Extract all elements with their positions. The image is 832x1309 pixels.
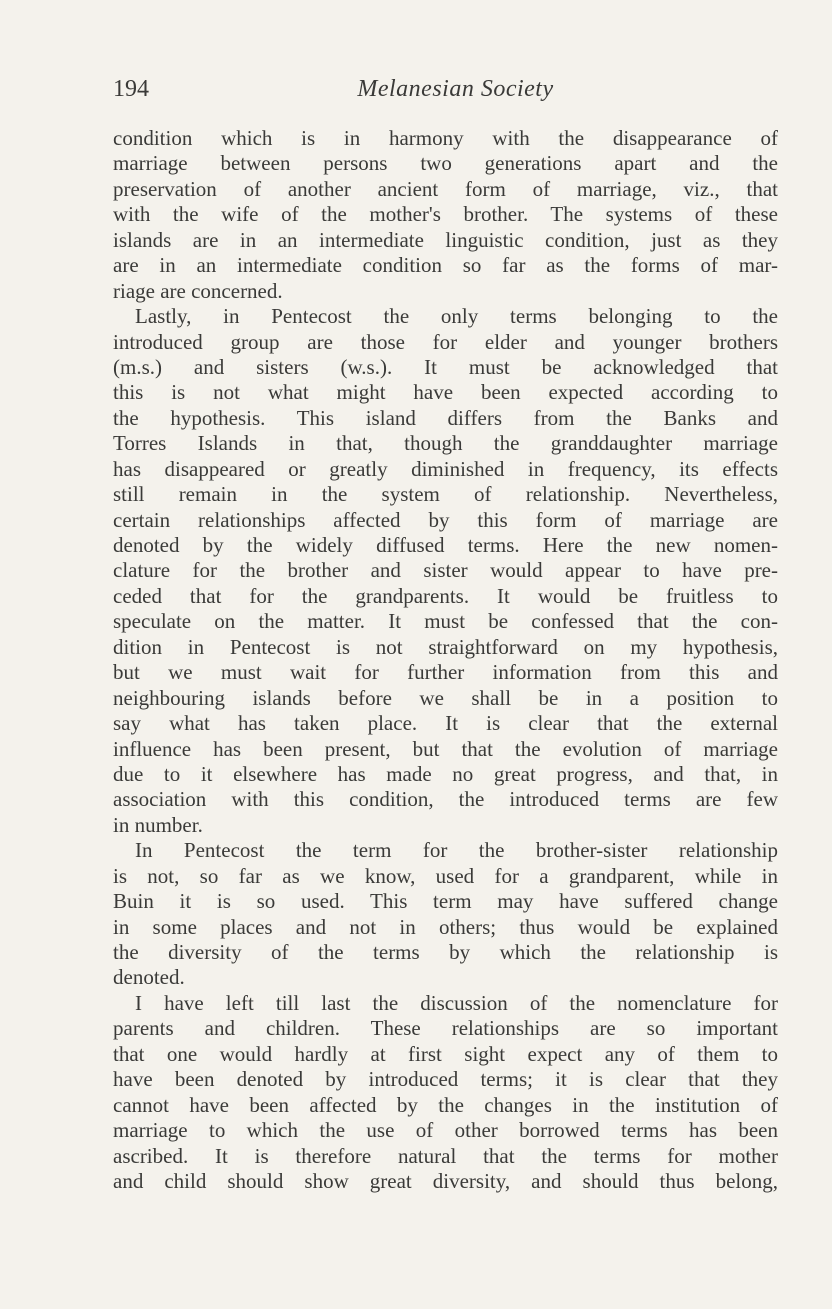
text-line: riage are concerned.: [113, 278, 283, 303]
text-line: I have left till last the discussion of the nomenclature for: [135, 990, 778, 1015]
text-line: speculate on the matter. It must be confessed that the con-: [113, 609, 778, 634]
text-line: parents and children. These relationships are so important: [113, 1016, 778, 1041]
page-header: [113, 76, 778, 110]
text-line: clature for the brother and sister would appear to have pre-: [113, 558, 778, 583]
text-line: due to it elsewhere has made no great progress, and that, in: [113, 761, 778, 786]
text-line: the hypothesis. This island differs from the Banks and: [113, 405, 778, 430]
text-line: cannot have been affected by the changes in the institution of: [113, 1092, 778, 1117]
text-line: with the wife of the mother's brother. The systems of these: [113, 202, 778, 227]
text-line: condition which is in harmony with the disappearance of: [113, 126, 778, 150]
text-line: certain relationships affected by this form of marriage are: [113, 507, 778, 532]
text-line: in number.: [113, 812, 203, 837]
paragraph: [113, 991, 778, 1195]
text-line: have been denoted by introduced terms; it is clear that they: [113, 1067, 778, 1092]
text-line: but we must wait for further information from this and: [113, 660, 778, 685]
text-line: marriage between persons two generations apart and the: [113, 151, 778, 176]
text-line: In Pentecost the term for the brother-sister relationship: [135, 838, 778, 863]
page-number: 194: [113, 76, 149, 102]
running-title: Melanesian Society: [357, 76, 554, 102]
text-line: association with this condition, the introduced terms are few: [113, 787, 778, 812]
text-line: influence has been present, but that the evolution of marriage: [113, 736, 778, 761]
text-line: (m.s.) and sisters (w.s.). It must be acknowledged that: [113, 354, 778, 379]
text-line: the diversity of the terms by which the relationship is: [113, 940, 778, 964]
text-line: dition in Pentecost is not straightforward on my hypothesis,: [113, 634, 778, 659]
paragraph: [113, 126, 778, 304]
text-line: denoted by the widely diffused terms. Here the new nomen-: [113, 533, 778, 557]
text-line: preservation of another ancient form of marriage, viz., that: [113, 176, 778, 201]
text-line: that one would hardly at first sight expect any of them to: [113, 1041, 778, 1066]
text-line: marriage to which the use of other borrowed terms has been: [113, 1118, 778, 1143]
text-line: Torres Islands in that, though the granddaughter marriage: [113, 431, 778, 456]
text-line: in some places and not in others; thus would be explained: [113, 914, 778, 939]
text-line: still remain in the system of relationship. Nevertheless,: [113, 482, 778, 507]
text-line: islands are in an intermediate linguistic condition, just as they: [113, 227, 778, 252]
text-line: ceded that for the grandparents. It would be fruitless to: [113, 583, 778, 608]
text-line: has disappeared or greatly diminished in frequency, its effects: [113, 456, 778, 481]
paragraph: [113, 838, 778, 991]
page-body: [113, 126, 778, 1194]
text-line: denoted.: [113, 965, 185, 990]
text-line: Lastly, in Pentecost the only terms belonging to the: [135, 304, 778, 329]
text-line: introduced group are those for elder and younger brothers: [113, 329, 778, 354]
text-line: neighbouring islands before we shall be in a position to: [113, 685, 778, 710]
text-line: say what has taken place. It is clear that the external: [113, 711, 778, 736]
text-line: are in an intermediate condition so far as the forms of mar-: [113, 253, 778, 278]
text-line: is not, so far as we know, used for a grandparent, while in: [113, 863, 778, 888]
paragraph: [113, 304, 778, 838]
text-line: this is not what might have been expected according to: [113, 380, 778, 405]
text-line: Buin it is so used. This term may have suffered change: [113, 889, 778, 914]
text-line: ascribed. It is therefore natural that the terms for mother: [113, 1143, 778, 1168]
text-line: and child should show great diversity, and should thus belong,: [113, 1168, 778, 1193]
